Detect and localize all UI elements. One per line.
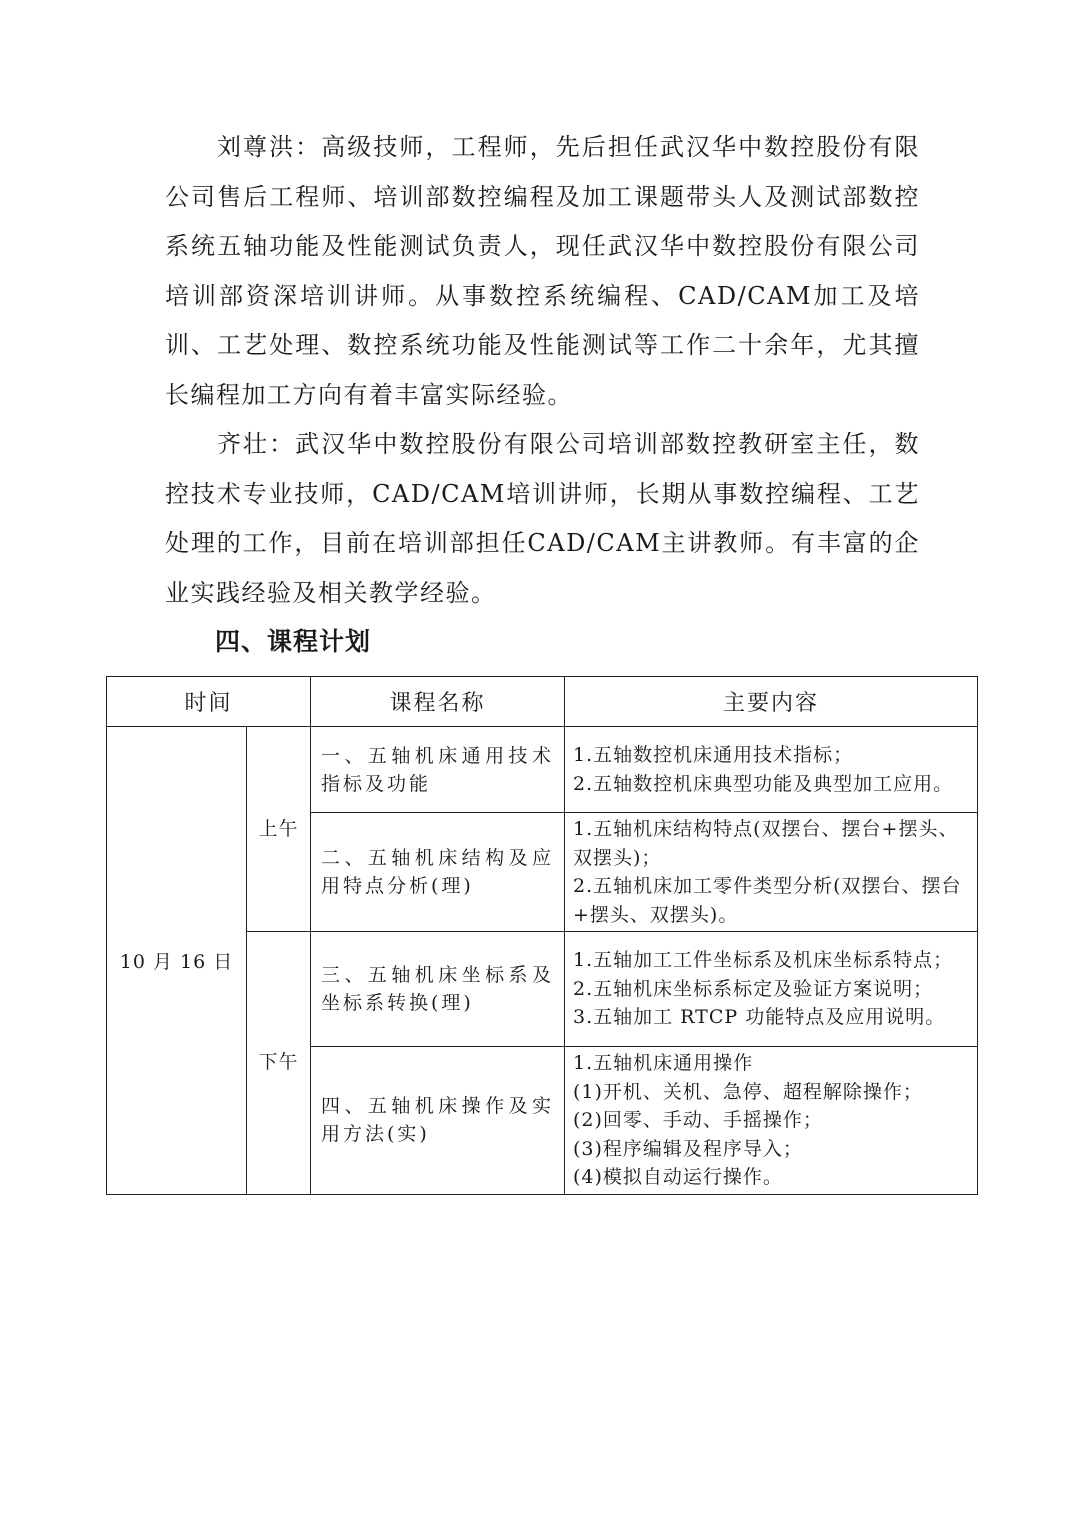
table-header-row [107,677,978,727]
period-afternoon [247,932,311,1195]
course-name-cell: 三、五轴机床坐标系及坐标系转换(理) [311,932,565,1047]
header-course-name: 课程名称 [311,677,565,727]
date-cell: 10 月 16 日 [107,727,247,1195]
course-name-cell: 二、五轴机床结构及应用特点分析(理) [311,813,565,932]
content-line: (3)程序编辑及程序导入； [573,1137,803,1160]
content-line: 2.五轴数控机床典型功能及典型加工应用。 [573,772,954,795]
course-content-cell [565,813,978,932]
content-line: 1.五轴机床通用操作 [573,1052,754,1074]
content-line: 1.五轴数控机床通用技术指标； [573,744,854,766]
course-name-cell: 四、五轴机床操作及实用方法(实) [311,1047,565,1195]
content-line: 1.五轴加工工件坐标系及机床坐标系特点； [573,949,954,972]
course-content-cell [565,1047,978,1195]
header-time: 时间 [107,677,311,727]
table-row [107,727,978,813]
content-line: (2)回零、手动、手摇操作； [573,1109,823,1131]
course-plan-table [106,676,978,1195]
course-name-cell: 一、五轴机床通用技术指标及功能 [311,727,565,813]
period-morning [247,727,311,932]
content-line: (4)模拟自动运行操作。 [573,1166,783,1188]
content-line: (1)开机、关机、急停、超程解除操作； [573,1080,923,1103]
course-content-cell [565,727,978,813]
content-line: 2.五轴机床坐标系标定及验证方案说明； [573,977,934,1000]
content-line: 1.五轴机床结构特点(双摆台、摆台+摆头、双摆头)； [573,818,959,869]
section-heading-course-plan: 四、课程计划 [215,627,372,656]
header-main-content: 主要内容 [565,677,978,727]
content-line: 2.五轴机床加工零件类型分析(双摆台、摆台+摆头、双摆头)。 [573,875,962,926]
bio-liu-zunhong: 刘尊洪：高级技师，工程师，先后担任武汉华中数控股份有限公司售后工程师、培训部数控编程及加工课题带头人及测试部数控系统五轴功能及性能测试负责人，现任武汉华中数控股份有限公司培训部资深培训讲师。从事数控系统编程、CAD/CAM加工及培训、工艺处理、数控系统功能及性能测试等工作二十余年，尤其擅长编程加工方向有着丰富实际经验。 [165,133,920,409]
course-content-cell [565,932,978,1047]
period-afternoon-label: 下午 [258,1051,299,1074]
bio-qi-zhuang: 齐壮：武汉华中数控股份有限公司培训部数控教研室主任，数控技术专业技师，CAD/CAM培训讲师，长期从事数控编程、工艺处理的工作，目前在培训部担任CAD/CAM主讲教师。有丰富的企业实践经验及相关教学经验。 [165,430,920,607]
period-morning-label: 上午 [258,817,299,840]
content-line: 3.五轴加工 RTCP 功能特点及应用说明。 [573,1006,946,1029]
